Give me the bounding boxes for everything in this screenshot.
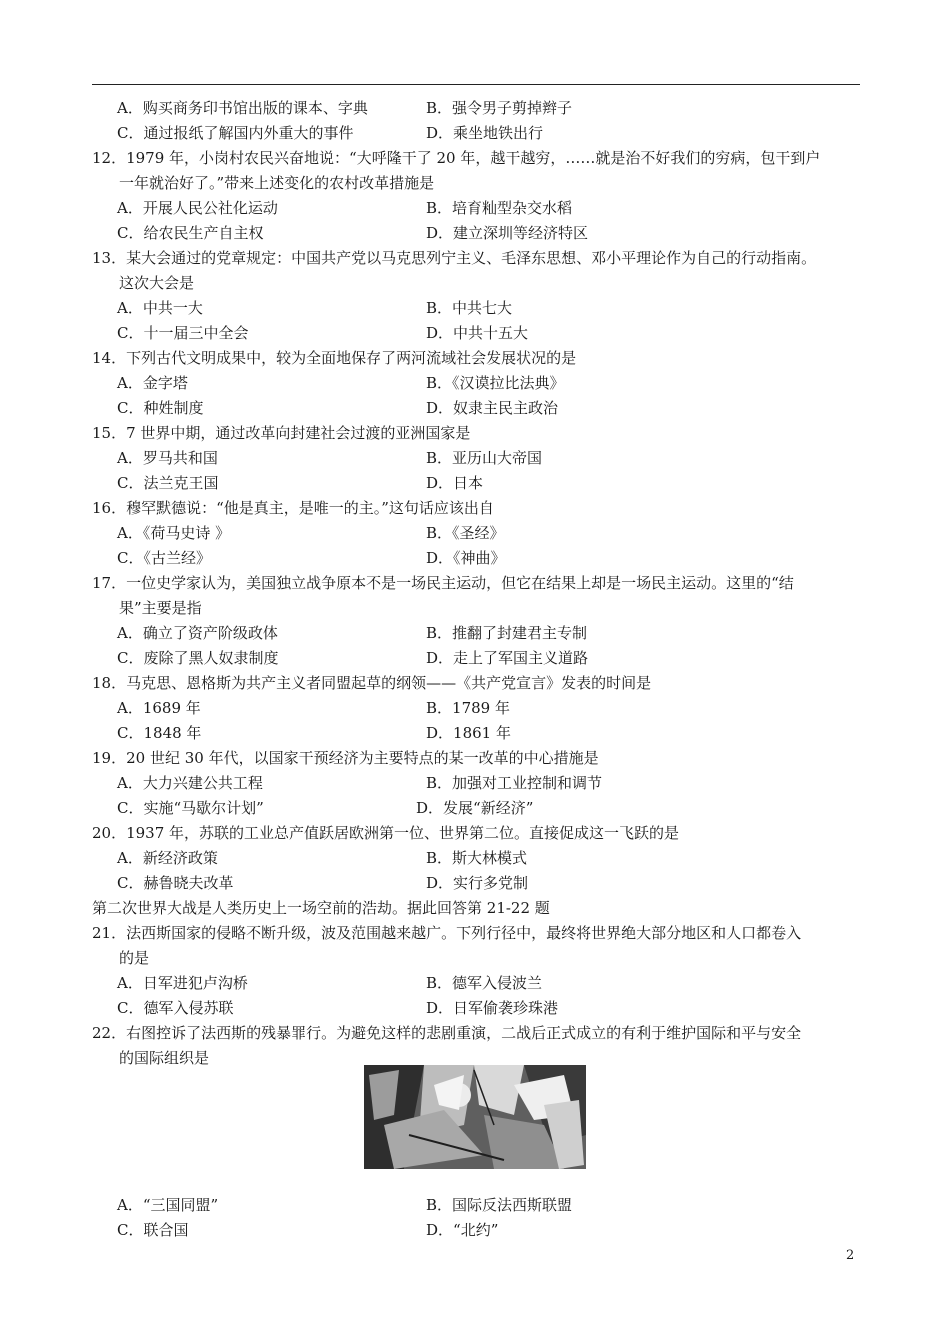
q13-stem: 13．某大会通过的党章规定：中国共产党以马克思列宁主义、毛泽东思想、邓小平理论作为自己的行动指南。 xyxy=(92,249,817,267)
q14-option-c: C．种姓制度 xyxy=(117,399,204,417)
q16-option-d: D．《神曲》 xyxy=(426,549,506,567)
q11-option-d: D．乘坐地铁出行 xyxy=(426,124,544,142)
q18-option-a: A．1689 年 xyxy=(117,699,201,717)
page-number: 2 xyxy=(846,1248,855,1263)
q14-option-a: A．金字塔 xyxy=(117,374,188,392)
q12-stem: 12．1979 年，小岗村农民兴奋地说：“大呼隆干了 20 年，越干越穷，……就是治不好我们的穷病，包干到户 xyxy=(92,149,821,167)
q13-option-a: A．中共一大 xyxy=(117,299,203,317)
q13-option-c: C．十一届三中全会 xyxy=(117,324,249,342)
q21-option-b: B．德军入侵波兰 xyxy=(426,974,543,992)
q16-stem: 16．穆罕默德说：“他是真主，是唯一的主。”这句话应该出自 xyxy=(92,499,494,517)
q22-stem: 22．右图控诉了法西斯的残暴罪行。为避免这样的悲剧重演，二战后正式成立的有利于维护国际和平与安全 xyxy=(92,1024,802,1042)
q15-option-d: D．日本 xyxy=(426,474,484,492)
q21-stem: 21．法西斯国家的侵略不断升级，波及范围越来越广。下列行径中，最终将世界绝大部分地区和人口都卷入 xyxy=(92,924,802,942)
q15-stem: 15．7 世界中期，通过改革向封建社会过渡的亚洲国家是 xyxy=(92,424,471,442)
guernica-illustration xyxy=(364,1065,586,1169)
guernica-painting-image xyxy=(364,1065,586,1169)
q20-option-c: C．赫鲁晓夫改革 xyxy=(117,874,234,892)
q14-stem: 14．下列古代文明成果中，较为全面地保存了两河流域社会发展状况的是 xyxy=(92,349,577,367)
q18-option-b: B．1789 年 xyxy=(426,699,510,717)
q13-option-b: B．中共七大 xyxy=(426,299,513,317)
q18-option-d: D．1861 年 xyxy=(426,724,511,742)
q17-stem-cont: 果”主要是指 xyxy=(119,599,202,617)
q17-option-c: C．废除了黑人奴隶制度 xyxy=(117,649,279,667)
q19-stem: 19．20 世纪 30 年代，以国家干预经济为主要特点的某一改革的中心措施是 xyxy=(92,749,599,767)
q16-option-c: C．《古兰经》 xyxy=(117,549,211,567)
q11-option-a: A．购买商务印书馆出版的课本、字典 xyxy=(117,99,368,117)
q15-option-c: C．法兰克王国 xyxy=(117,474,219,492)
section-intro: 第二次世界大战是人类历史上一场空前的浩劫。据此回答第 21-22 题 xyxy=(92,899,550,917)
q12-option-a: A．开展人民公社化运动 xyxy=(117,199,278,217)
q22-stem-cont: 的国际组织是 xyxy=(119,1049,210,1067)
q17-option-b: B．推翻了封建君主专制 xyxy=(426,624,588,642)
q12-option-c: C．给农民生产自主权 xyxy=(117,224,264,242)
q21-option-c: C．德军入侵苏联 xyxy=(117,999,234,1017)
q20-stem: 20．1937 年，苏联的工业总产值跃居欧洲第一位、世界第二位。直接促成这一飞跃的是 xyxy=(92,824,680,842)
q18-option-c: C．1848 年 xyxy=(117,724,202,742)
q19-option-c: C．实施“马歇尔计划” xyxy=(117,799,264,817)
q22-option-c: C．联合国 xyxy=(117,1221,189,1239)
q20-option-d: D．实行多党制 xyxy=(426,874,529,892)
q21-stem-cont: 的是 xyxy=(119,949,150,967)
q18-stem: 18．马克思、恩格斯为共产主义者同盟起草的纲领——《共产党宣言》发表的时间是 xyxy=(92,674,652,692)
q22-option-b: B．国际反法西斯联盟 xyxy=(426,1196,573,1214)
q22-option-a: A．“三国同盟” xyxy=(117,1196,219,1214)
q19-option-a: A．大力兴建公共工程 xyxy=(117,774,263,792)
q21-option-d: D．日军偷袭珍珠港 xyxy=(426,999,559,1017)
q22-option-d: D．“北约” xyxy=(426,1221,499,1239)
q19-option-d: D．发展“新经济” xyxy=(416,799,534,817)
q17-option-d: D．走上了军国主义道路 xyxy=(426,649,589,667)
q16-option-a: A．《荷马史诗 》 xyxy=(117,524,231,542)
q13-option-d: D．中共十五大 xyxy=(426,324,529,342)
q14-option-d: D．奴隶主民主政治 xyxy=(426,399,559,417)
q11-option-c: C．通过报纸了解国内外重大的事件 xyxy=(117,124,354,142)
q21-option-a: A．日军进犯卢沟桥 xyxy=(117,974,248,992)
q20-option-a: A．新经济政策 xyxy=(117,849,218,867)
q11-option-b: B．强令男子剪掉辫子 xyxy=(426,99,573,117)
q12-stem-cont: 一年就治好了。”带来上述变化的农村改革措施是 xyxy=(119,174,435,192)
q15-option-b: B．亚历山大帝国 xyxy=(426,449,543,467)
q17-stem: 17．一位史学家认为，美国独立战争原本不是一场民主运动，但它在结果上却是一场民主运动。这里的“结 xyxy=(92,574,794,592)
q12-option-d: D．建立深圳等经济特区 xyxy=(426,224,589,242)
q17-option-a: A．确立了资产阶级政体 xyxy=(117,624,278,642)
q12-option-b: B．培育籼型杂交水稻 xyxy=(426,199,573,217)
q20-option-b: B．斯大林模式 xyxy=(426,849,528,867)
header-rule xyxy=(92,84,860,85)
q15-option-a: A．罗马共和国 xyxy=(117,449,218,467)
q19-option-b: B．加强对工业控制和调节 xyxy=(426,774,603,792)
q14-option-b: B．《汉谟拉比法典》 xyxy=(426,374,565,392)
q13-stem-cont: 这次大会是 xyxy=(119,274,195,292)
q16-option-b: B．《圣经》 xyxy=(426,524,505,542)
